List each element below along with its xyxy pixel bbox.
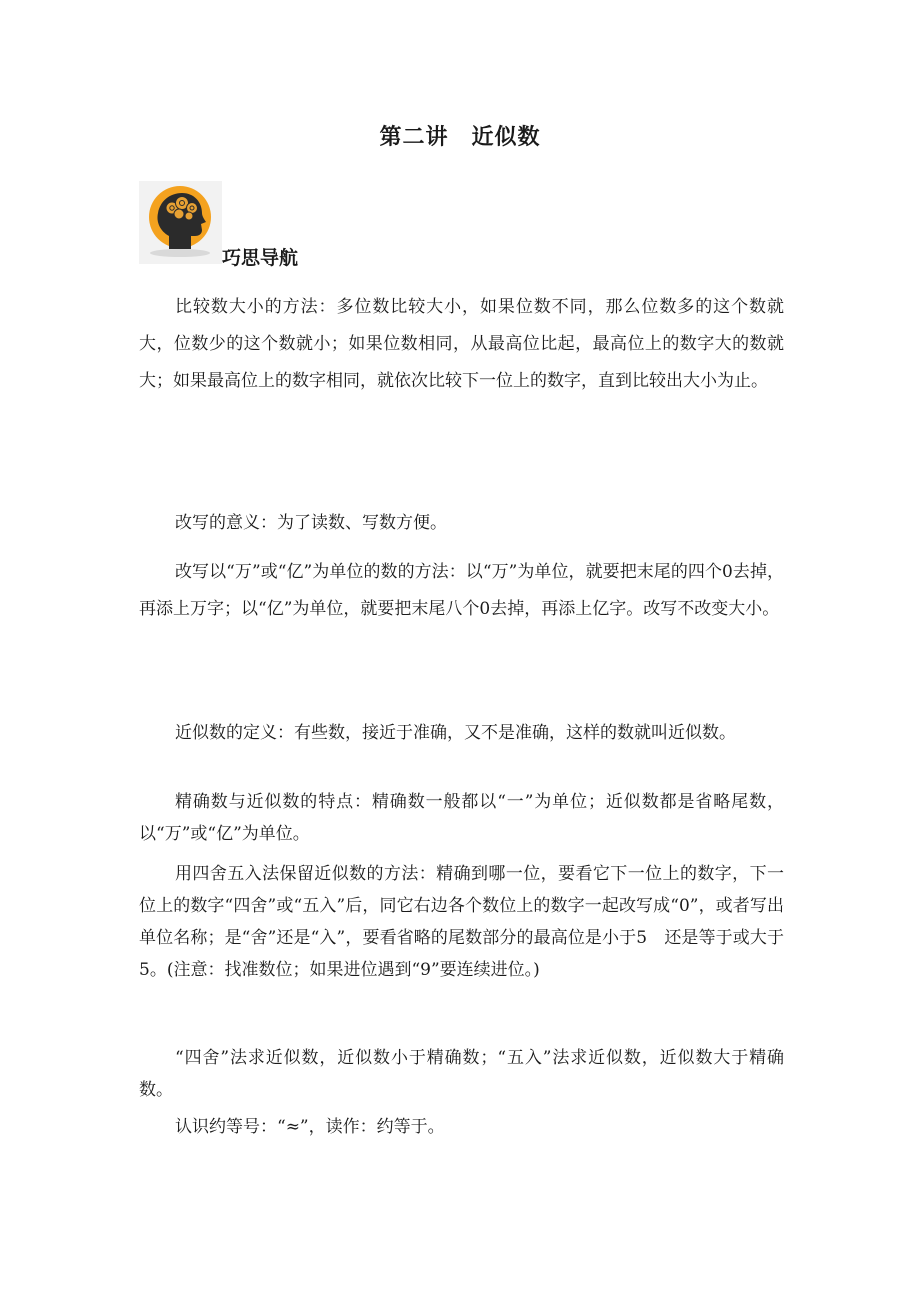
paragraph-approx-equal-sign: 认识约等号：“≈”，读作：约等于。 <box>175 1117 445 1137</box>
page-title: 第二讲 近似数 <box>379 125 541 150</box>
thinking-head-icon <box>139 181 222 264</box>
paragraph-round-down-up: “四舍”法求近似数，近似数小于精确数；“五入”法求近似数，近似数大于精确数。 <box>139 1048 784 1100</box>
section-heading: 巧思导航 <box>222 247 299 269</box>
paragraph-rewrite-method: 改写以“万”或“亿”为单位的数的方法：以“万”为单位，就要把末尾的四个0去掉，再添上万字；以“亿”为单位，就要把末尾八个0去掉，再添上亿字。改写不改变大小。 <box>139 562 784 619</box>
paragraph-exact-vs-approximate: 精确数与近似数的特点：精确数一般都以“一”为单位；近似数都是省略尾数，以“万”或“亿”为单位。 <box>139 792 784 844</box>
paragraph-compare-method: 比较数大小的方法：多位数比较大小，如果位数不同，那么位数多的这个数就大，位数少的这个数就小；如果位数相同，从最高位比起，最高位上的数字大的数就大；如果最高位上的数字相同，就依次比较下一位上的数字，直到比较出大小为止。 <box>139 297 784 391</box>
paragraph-approximate-definition: 近似数的定义：有些数，接近于准确，又不是准确，这样的数就叫近似数。 <box>175 723 736 743</box>
paragraph-rounding-method: 用四舍五入法保留近似数的方法：精确到哪一位，要看它下一位上的数字，下一位上的数字“四舍”或“五入”后，同它右边各个数位上的数字一起改写成“0”，或者写出单位名称；是“舍”还是“入”，要看省略的尾数部分的最高位是小于5 还是等于或大于5。(注意：找准数位；如果进位遇到“9”要连续进位。) <box>139 864 784 980</box>
paragraph-rewrite-meaning: 改写的意义：为了读数、写数方便。 <box>175 513 447 533</box>
